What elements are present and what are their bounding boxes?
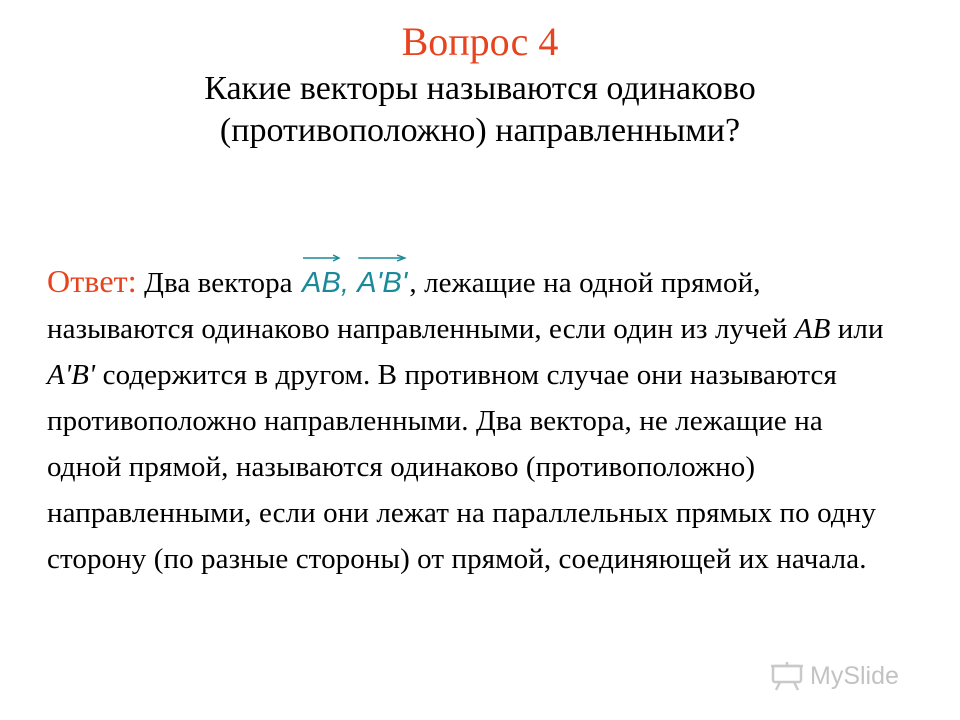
slide-title: Вопрос 4 (401, 19, 559, 64)
vector-arrow-icon (302, 253, 341, 263)
answer-paragraph (47, 258, 897, 582)
presentation-board-icon (770, 661, 804, 691)
ray-ab: AB (794, 313, 831, 345)
or-word: или (837, 313, 884, 345)
vector-arrow-icon (357, 253, 407, 263)
vector-ab: AB (302, 260, 341, 306)
answer-continuation: , лежащие на одной прямой, называются одинаково направленными, если один из лучей (47, 267, 788, 345)
answer-intro: Два вектора (144, 267, 293, 299)
answer-rest: содержится в другом. В противном случае они называются противоположно направленными. Два вектора, не лежащие на одной прямой, называются одинаково (противоположно) направленными, если они лежат на параллельных прямых по одну сторону (по разные стороны) от прямой, соединяющей их начала. (47, 359, 876, 575)
watermark-text: MySlide (810, 661, 899, 690)
ray-a-prime-b-prime: A'B' (47, 359, 96, 391)
watermark-logo (770, 656, 930, 696)
vector-a-prime-b-prime: A'B' (357, 260, 407, 306)
answer-label: Ответ: (47, 263, 137, 299)
vector-formula (300, 260, 409, 306)
question-text: Какие векторы называются одинаково (противоположно) направленными? (204, 70, 756, 149)
vector-separator: , (340, 267, 350, 299)
